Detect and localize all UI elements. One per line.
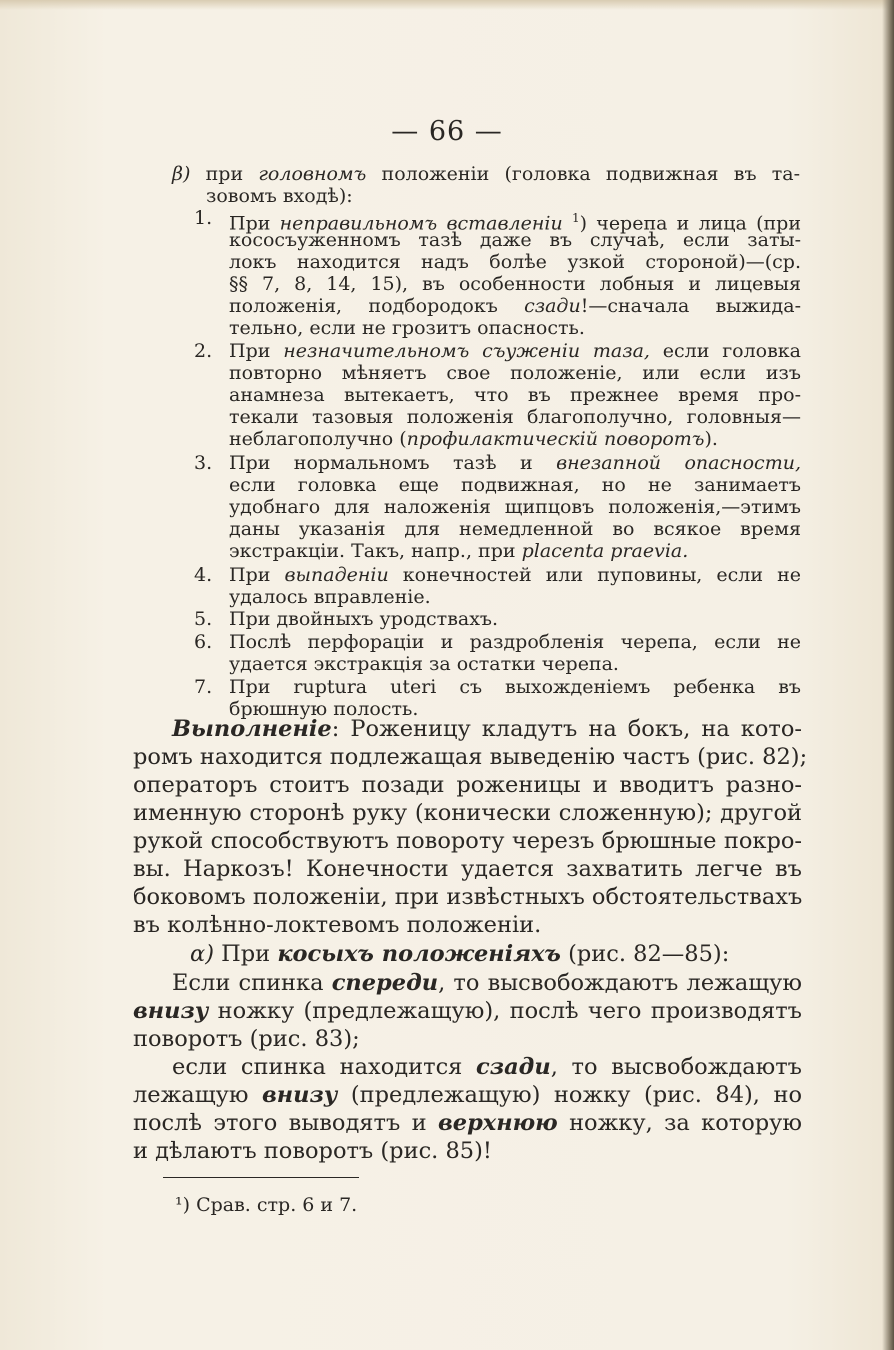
item-5-number: 5.	[194, 608, 213, 630]
item-6-line-2: удается экстракція за остатки черепа.	[229, 653, 619, 675]
item-3-line-2: если головка еще подвижная, но не занимаетъ	[229, 474, 801, 496]
procedure-line-5: рукой способствуютъ повороту черезъ брюшные покро-	[133, 828, 802, 854]
procedure-line-2: ромъ находится подлежащая выведенію частъ (рис. 82);	[133, 744, 808, 770]
procedure-line-6: вы. Наркозъ! Конечности удается захватить легче въ	[133, 856, 802, 882]
beta-marker: β)	[172, 163, 191, 185]
front-line-2: внизу ножку (предлежащую), послѣ чего производятъ	[133, 998, 802, 1024]
footnote: ¹) Срав. стр. 6 и 7.	[175, 1194, 358, 1216]
item-1-line-6: тельно, если не грозитъ опасность.	[229, 317, 585, 339]
rear-line-4: и дѣлаютъ поворотъ (рис. 85)!	[133, 1138, 492, 1164]
item-1-line-3: локъ находится надъ болѣе узкой стороной)—(ср.	[229, 251, 801, 273]
page-binding-edge	[882, 0, 894, 1350]
front-line-1: Если спинка спереди, то высвобождаютъ лежащую	[172, 970, 802, 996]
item-1-line-4: §§ 7, 8, 14, 15), въ особенности лобныя и лицевыя	[229, 273, 801, 295]
item-3-line-3: удобнаго для наложенія щипцовъ положенія,—этимъ	[229, 496, 801, 518]
item-2-line-5: неблагополучно (профилактическій поворотъ).	[229, 428, 718, 450]
alpha-heading: α) При косыхъ положеніяхъ (рис. 82—85):	[190, 941, 730, 967]
item-3-line-5: экстракціи. Такъ, напр., при placenta praevia.	[229, 540, 689, 562]
item-4-line-2: удалось вправленіе.	[229, 586, 431, 608]
item-3-line-4: даны указанія для немедленной во всякое время	[229, 518, 801, 540]
procedure-line-3: операторъ стоитъ позади роженицы и вводитъ разно-	[133, 772, 802, 798]
item-3-line-1: При нормальномъ тазѣ и внезапной опасности,	[229, 452, 801, 474]
procedure-line-4: именную сторонѣ руку (конически сложенную); другой	[133, 800, 802, 826]
footnote-divider	[163, 1177, 359, 1178]
item-7-number: 7.	[194, 676, 213, 698]
beta-line-2: зовомъ входѣ):	[206, 185, 353, 207]
rear-line-2: лежащую внизу (предлежащую) ножку (рис. 84), но	[133, 1082, 802, 1108]
item-2-line-4: текали тазовыя положенія благополучно, головныя—	[229, 406, 801, 428]
item-7-line-1: При ruptura uteri съ выхожденіемъ ребенка въ	[229, 676, 801, 698]
procedure-line-7: боковомъ положеніи, при извѣстныхъ обстоятельствахъ	[133, 884, 803, 910]
item-1-number: 1.	[194, 207, 213, 229]
item-7-line-2: брюшную полость.	[229, 698, 419, 720]
item-6-number: 6.	[194, 631, 213, 653]
beta-line-1: β) при головномъ положеніи (головка подвижная въ та-	[172, 163, 801, 185]
item-2-line-2: повторно мѣняетъ свое положеніе, или если изъ	[229, 362, 801, 384]
procedure-line-8: въ колѣнно-локтевомъ положеніи.	[133, 912, 542, 938]
item-1-line-5: положенія, подбородокъ сзади!—сначала выжида-	[229, 295, 801, 317]
page-top-edge	[0, 0, 894, 10]
item-1-line-2: кососъуженномъ тазѣ даже въ случаѣ, если заты-	[229, 229, 801, 251]
procedure-line-1: Выполненіе: Роженицу кладутъ на бокъ, на кото-	[172, 716, 802, 742]
front-line-3: поворотъ (рис. 83);	[133, 1026, 360, 1052]
rear-line-3: послѣ этого выводятъ и верхнюю ножку, за которую	[133, 1110, 803, 1136]
rear-line-1: если спинка находится сзади, то высвобождаютъ	[172, 1054, 802, 1080]
item-6-line-1: Послѣ перфораціи и раздробленія черепа, если не	[229, 631, 801, 653]
page-number: — 66 —	[391, 116, 503, 147]
item-3-number: 3.	[194, 452, 213, 474]
item-2-line-3: анамнеза вытекаетъ, что въ прежнее время про-	[229, 384, 801, 406]
item-5-line-1: При двойныхъ уродствахъ.	[229, 608, 499, 630]
item-1-line-1: При неправильномъ вставленіи $^1$) черепа и лица (при	[229, 211, 801, 235]
item-4-line-1: При выпаденіи конечностей или пуповины, если не	[229, 564, 802, 586]
item-2-number: 2.	[194, 340, 213, 362]
item-4-number: 4.	[194, 564, 213, 586]
item-2-line-1: При незначительномъ съуженіи таза, если головка	[229, 340, 802, 362]
